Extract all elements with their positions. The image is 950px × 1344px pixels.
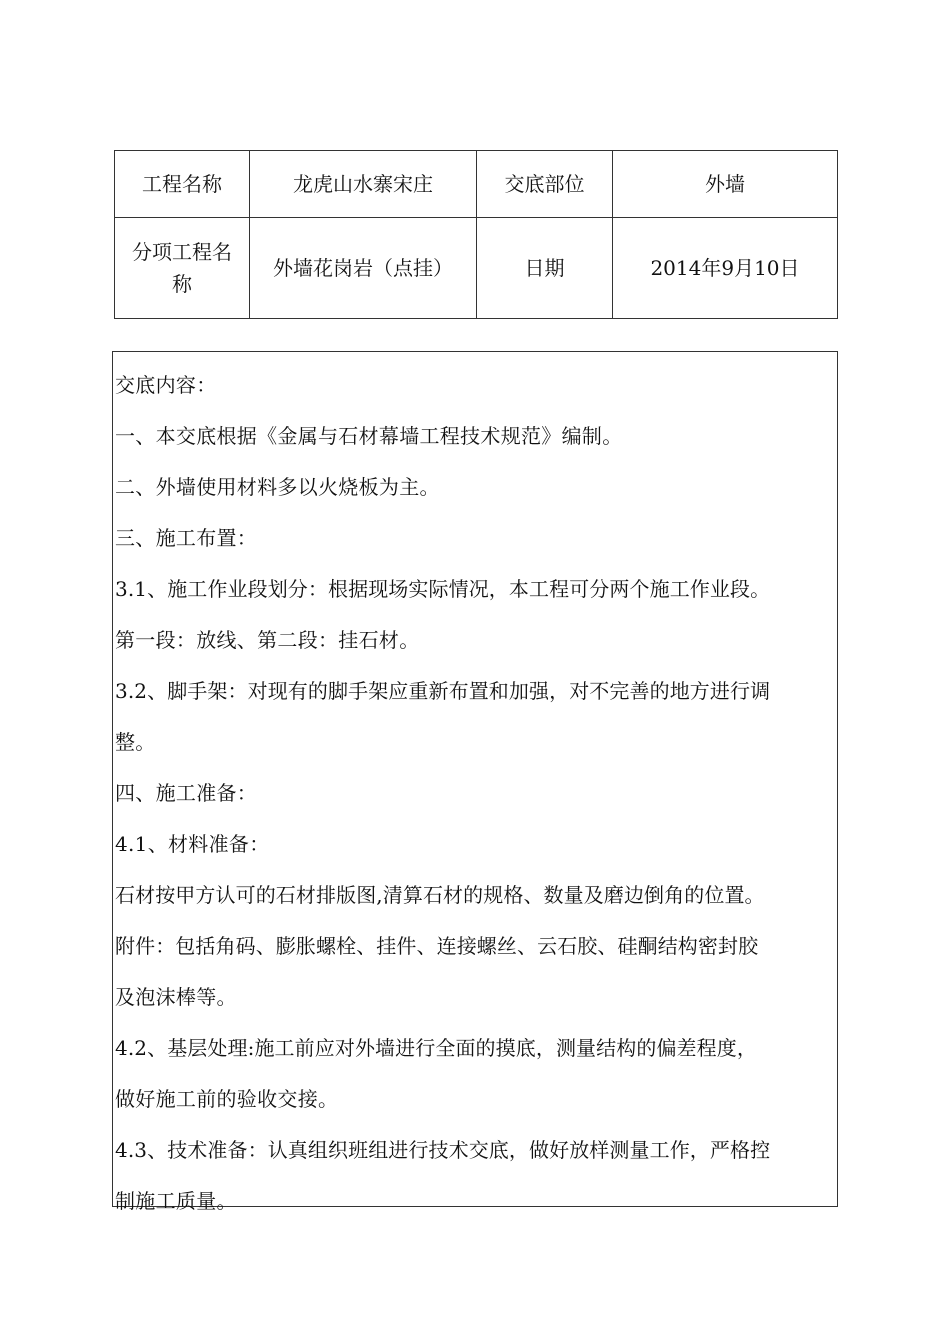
header-row-2 — [115, 218, 838, 319]
content-line: 及泡沫棒等。 — [115, 985, 237, 1009]
sub-project-value: 外墙花岗岩（点挂） — [250, 218, 477, 319]
content-line: 4.2、基层处理:施工前应对外墙进行全面的摸底，测量结构的偏差程度， — [115, 1036, 757, 1060]
content-heading: 交底内容： — [115, 373, 217, 397]
content-line: 石材按甲方认可的石材排版图,清算石材的规格、数量及磨边倒角的位置。 — [115, 883, 765, 907]
content-line: 一、本交底根据《金属与石材幕墙工程技术规范》编制。 — [115, 424, 623, 448]
content-line: 附件：包括角码、膨胀螺栓、挂件、连接螺丝、云石胶、硅酮结构密封胶 — [115, 934, 759, 958]
header-row-1 — [115, 151, 838, 218]
content-line: 第一段：放线、第二段：挂石材。 — [115, 628, 420, 652]
content-line: 3.1、施工作业段划分：根据现场实际情况，本工程可分两个施工作业段。 — [115, 577, 771, 601]
content-line: 做好施工前的验收交接。 — [115, 1087, 339, 1111]
handover-part-label: 交底部位 — [477, 151, 613, 218]
content-line: 制施工质量。 — [115, 1189, 237, 1213]
project-name-value: 龙虎山水寨宋庄 — [250, 151, 477, 218]
sub-project-label: 分项工程名称 — [115, 218, 250, 319]
header-table — [114, 150, 838, 319]
handover-part-value: 外墙 — [613, 151, 838, 218]
project-name-label: 工程名称 — [115, 151, 250, 218]
content-line: 三、施工布置： — [115, 526, 258, 550]
content-line: 二、外墙使用材料多以火烧板为主。 — [115, 475, 440, 499]
content-line: 整。 — [115, 730, 156, 754]
date-label: 日期 — [477, 218, 613, 319]
handover-content-box — [112, 351, 838, 1213]
date-value: 2014年9月10日 — [613, 218, 838, 319]
content-line: 4.3、技术准备：认真组织班组进行技术交底，做好放样测量工作，严格控 — [115, 1138, 771, 1162]
content-line: 3.2、脚手架：对现有的脚手架应重新布置和加强，对不完善的地方进行调 — [115, 679, 771, 703]
content-line: 4.1、材料准备： — [115, 832, 270, 856]
content-line: 四、施工准备： — [115, 781, 258, 805]
